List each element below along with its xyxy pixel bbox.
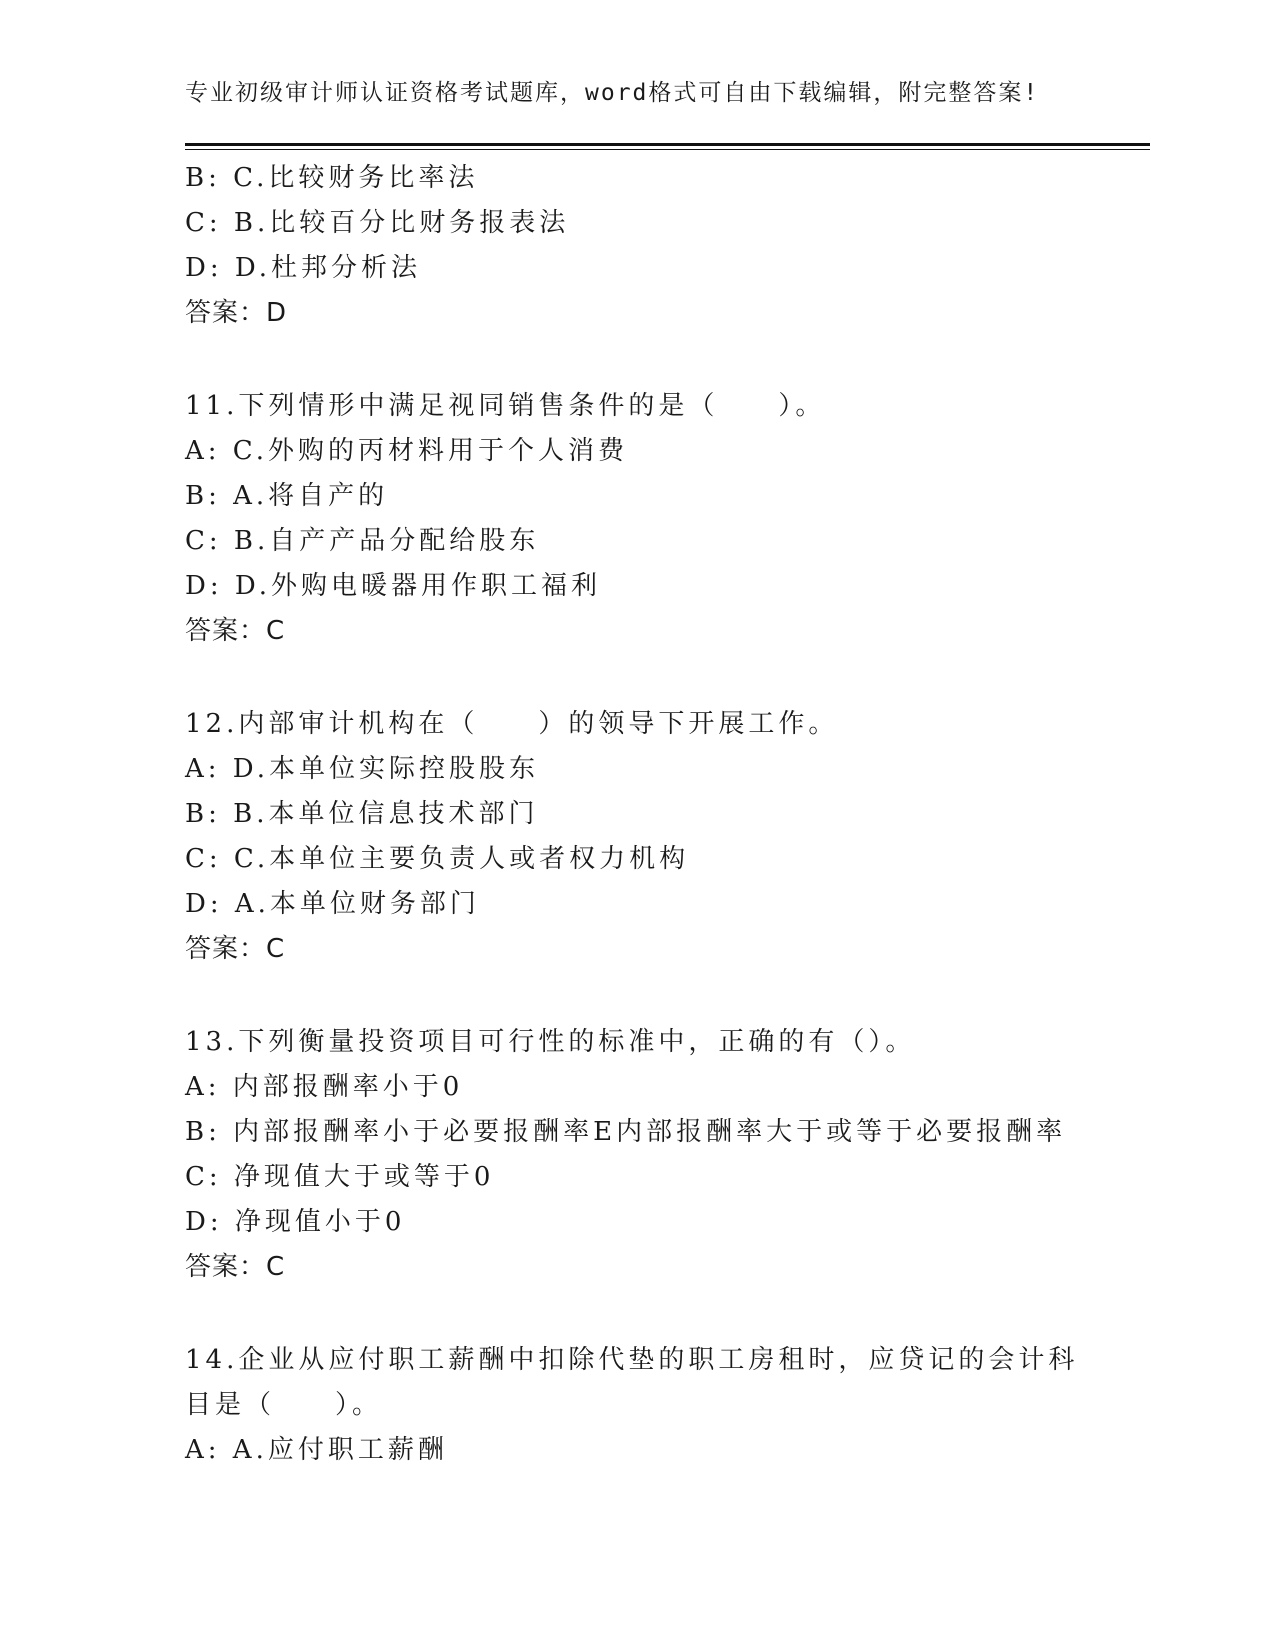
answer-line: 答案：D <box>185 298 288 328</box>
question-text: 11.下列情形中满足视同销售条件的是（ ）。 <box>185 391 826 421</box>
option-d: D: D.杜邦分析法 <box>185 253 422 283</box>
answer-line: 答案：C <box>185 1252 286 1282</box>
option-a: A: A.应付职工薪酬 <box>185 1435 448 1465</box>
option-b: B: B.本单位信息技术部门 <box>185 799 539 829</box>
option-a: A: 内部报酬率小于0 <box>185 1072 464 1102</box>
spacer <box>185 654 1145 702</box>
answer-line: 答案：C <box>185 934 286 964</box>
option-d: D: 净现值小于0 <box>185 1207 406 1237</box>
carryover-question <box>185 156 1145 336</box>
question-content <box>185 156 1145 1473</box>
option-c: C: 净现值大于或等于0 <box>185 1162 495 1192</box>
question-12 <box>185 702 1145 972</box>
option-a: A: D.本单位实际控股股东 <box>185 754 539 784</box>
option-b: B: 内部报酬率小于必要报酬率E内部报酬率大于或等于必要报酬率 <box>185 1117 1067 1147</box>
header-rule-thick <box>185 143 1150 146</box>
option-b: B: A.将自产的 <box>185 481 389 511</box>
option-d: D: D.外购电暖器用作职工福利 <box>185 571 602 601</box>
option-d: D: A.本单位财务部门 <box>185 889 480 919</box>
option-c: C: B.自产产品分配给股东 <box>185 526 540 556</box>
spacer <box>185 972 1145 1020</box>
question-text: 14.企业从应付职工薪酬中扣除代垫的职工房租时，应贷记的会计科目是（ ）。 <box>185 1345 1079 1420</box>
answer-line: 答案：C <box>185 616 286 646</box>
spacer <box>185 336 1145 384</box>
header-rule-thin <box>185 149 1150 150</box>
question-11 <box>185 384 1145 654</box>
page-header: 专业初级审计师认证资格考试题库，word格式可自由下载编辑，附完整答案! <box>185 80 1040 106</box>
spacer <box>185 1290 1145 1338</box>
option-c: C: B.比较百分比财务报表法 <box>185 208 570 238</box>
option-b: B: C.比较财务比率法 <box>185 163 479 193</box>
option-c: C: C.本单位主要负责人或者权力机构 <box>185 844 690 874</box>
question-text: 12.内部审计机构在（ ）的领导下开展工作。 <box>185 709 839 739</box>
question-13 <box>185 1020 1145 1290</box>
question-text: 13.下列衡量投资项目可行性的标准中，正确的有（）。 <box>185 1027 916 1057</box>
option-a: A: C.外购的丙材料用于个人消费 <box>185 436 629 466</box>
question-14 <box>185 1338 1145 1473</box>
